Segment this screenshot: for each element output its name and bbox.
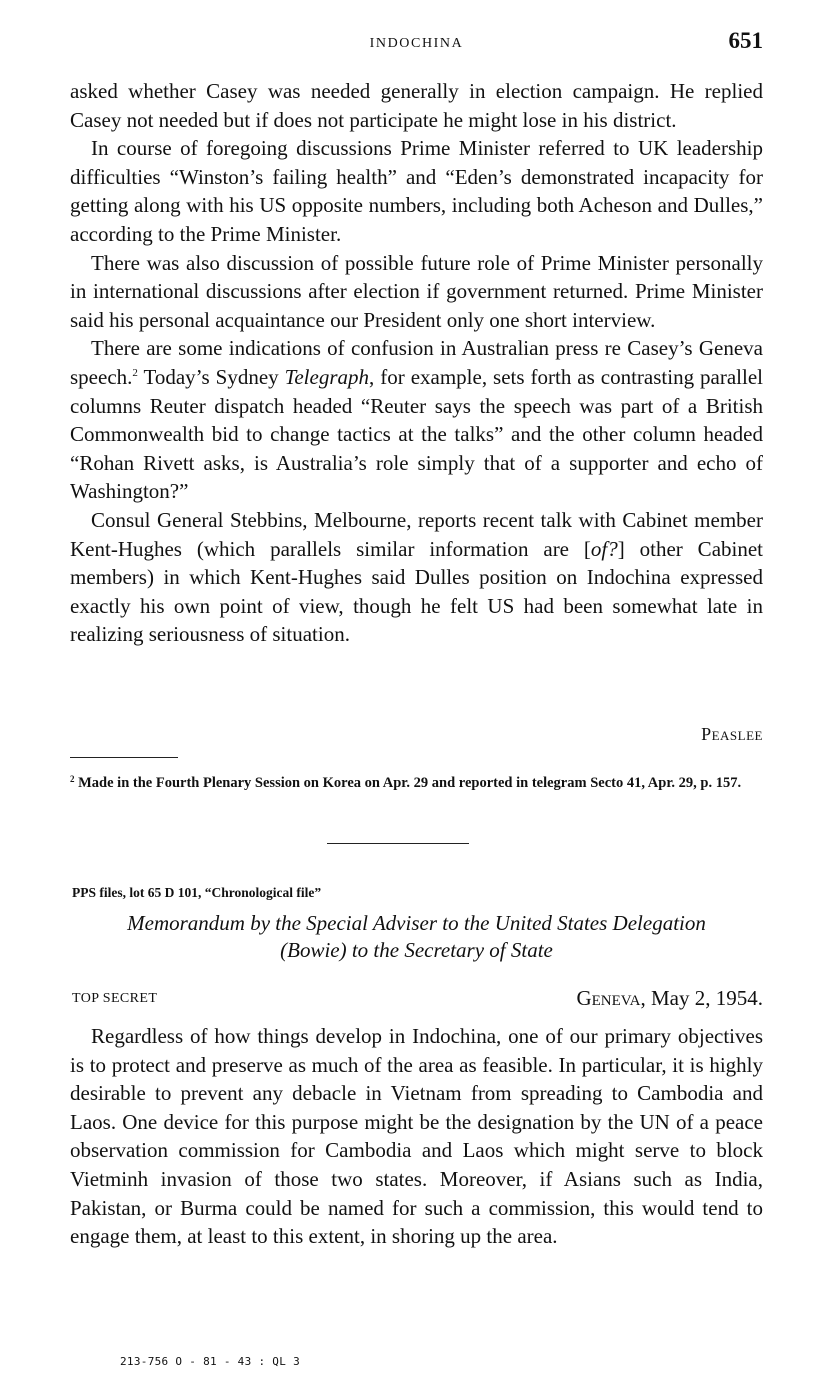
document-title bbox=[70, 910, 763, 964]
source-note: PPS files, lot 65 D 101, “Chronological file” bbox=[72, 885, 322, 900]
running-head bbox=[70, 28, 763, 62]
editorial-insertion: of? bbox=[590, 536, 618, 561]
title-line-1: Memorandum by the Special Adviser to the United States Delegation bbox=[127, 911, 706, 935]
footnote-reference: 2 bbox=[132, 366, 138, 379]
memo-body bbox=[70, 1022, 763, 1251]
paragraph-press bbox=[70, 334, 763, 506]
signature: Peaslee bbox=[701, 724, 763, 744]
dateline-date: , May 2, 1954. bbox=[640, 986, 763, 1010]
footnote-text: Made in the Fourth Plenary Session on Korea on Apr. 29 and reported in telegram Secto 41, Apr. 29, p. 157. bbox=[78, 775, 742, 791]
title-line-2: (Bowie) to the Secretary of State bbox=[280, 938, 553, 962]
dateline-place: Geneva bbox=[576, 986, 641, 1010]
paragraph-consul bbox=[70, 506, 763, 649]
classification: TOP SECRET bbox=[72, 991, 158, 1006]
footnote bbox=[70, 774, 763, 792]
section-divider bbox=[327, 843, 469, 844]
printer-mark: 213-756 O - 81 - 43 : QL 3 bbox=[120, 1355, 300, 1368]
memo-paragraph: Regardless of how things develop in Indochina, one of our primary objectives is to protect and preserve as much of the area as feasible. In particular, it is highly desirable to prevent any debacle in Vietnam from spreading to Cambodia and Laos. One device for this purpose might be the designation by the UN of a peace observation commission for Cambodia and Laos which might serve to block Vietminh invasion of those two states. Moreover, if Asians such as India, Pakistan, or Burma could be named for such a commission, this would tend to engage them, at least to this extent, in shoring up the area. bbox=[70, 1024, 763, 1249]
running-title: INDOCHINA bbox=[369, 36, 464, 51]
telegram-body bbox=[70, 77, 763, 649]
consul-text-a: Consul General Stebbins, Melbourne, reports recent talk with Cabinet member Kent-Hughes (which parallels similar information are [ bbox=[70, 507, 763, 561]
paragraph-future-role: There was also discussion of possible future role of Prime Minister personally in international discussions after election if government returned. Prime Minister said his personal acquaintance our President only one short interview. bbox=[70, 250, 763, 332]
press-text-c: , for example, sets forth as contrasting parallel columns Reuter dispatch headed “Reuter says the speech was part of a British Commonwealth bid to change tactics at the talks” and the other column headed “Rohan Rivett asks, is Australia’s role simply that of a supporter and echo of Washington?” bbox=[70, 364, 763, 504]
paragraph-continuation: asked whether Casey was needed generally in election campaign. He replied Casey not needed but if does not participate he might lose in his district. bbox=[70, 79, 763, 132]
newspaper-title: Telegraph bbox=[284, 364, 370, 389]
footnote-rule bbox=[70, 757, 178, 758]
footnote-marker: 2 bbox=[70, 774, 75, 784]
press-text-a: There are some indications of confusion in Australian press re Casey’s Geneva speech. bbox=[70, 336, 763, 389]
dateline bbox=[576, 986, 763, 1011]
page-number: 651 bbox=[728, 28, 763, 53]
paragraph-leadership: In course of foregoing discussions Prime Minister referred to UK leadership difficulties “Winston’s failing health” and “Eden’s demonstrated incapacity for getting along with his US opposite numbers, including both Acheson and Dulles,” according to the Prime Minister. bbox=[70, 136, 763, 246]
consul-text-b: ] other Cabinet members) in which Kent-Hughes said Dulles position on Indochina expressed exactly his own point of view, though he felt US had been somewhat late in realizing seriousness of situation. bbox=[70, 536, 764, 647]
press-text-b: Today’s Sydney bbox=[137, 364, 285, 389]
